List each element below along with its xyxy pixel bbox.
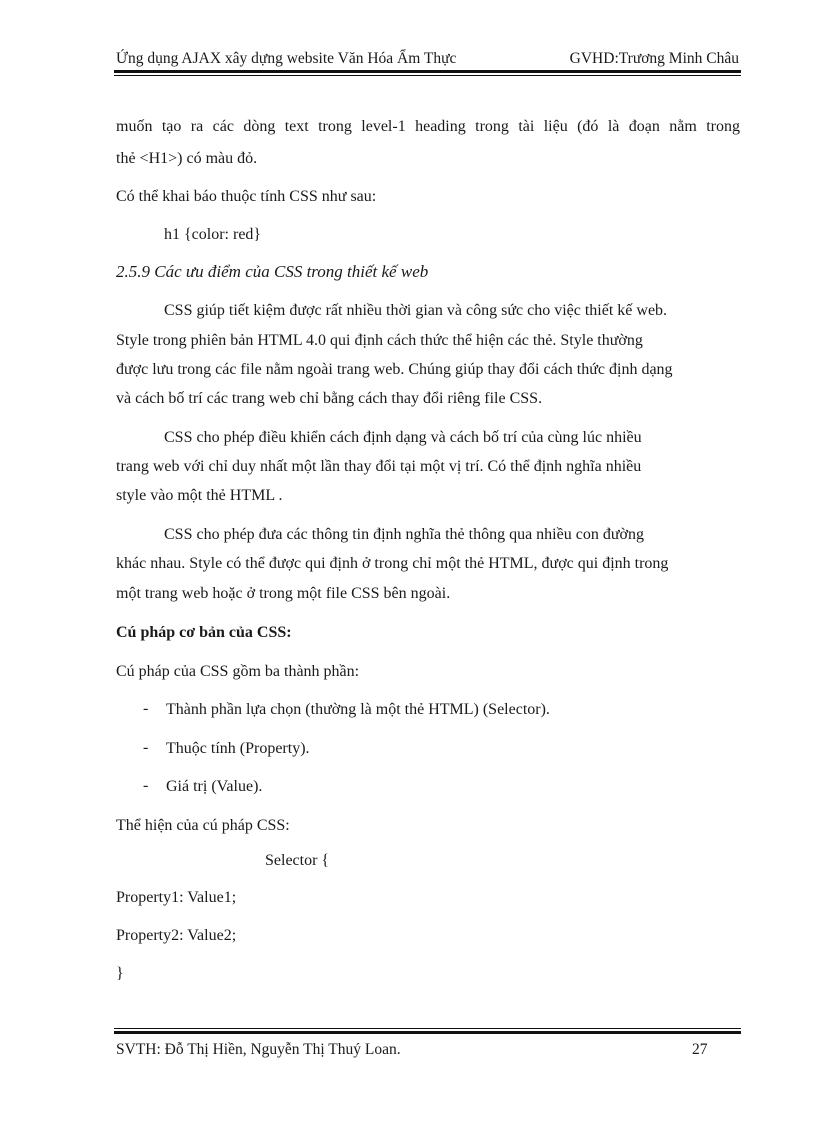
footer-rule-thin	[114, 1028, 741, 1029]
header-title: Ứng dụng AJAX xây dựng website Văn Hóa Ẩm Thực	[116, 50, 457, 67]
list-item: Thành phần lựa chọn (thường là một thẻ HTML) (Selector).	[166, 701, 550, 718]
header-advisor: GVHD:Trương Minh Châu	[569, 50, 739, 67]
paragraph-line: Có thể khai báo thuộc tính CSS như sau:	[116, 188, 377, 205]
paragraph-line: thẻ <H1>) có màu đỏ.	[116, 150, 258, 167]
header-rule-thin	[114, 75, 741, 76]
paragraph-line: khác nhau. Style có thể được qui định ở trong chỉ một thẻ HTML, được qui định trong	[116, 555, 669, 572]
code-line: }	[116, 965, 124, 982]
syntax-heading: Cú pháp cơ bản của CSS:	[116, 624, 292, 641]
page-number: 27	[692, 1041, 708, 1058]
list-item: Thuộc tính (Property).	[166, 740, 310, 757]
paragraph-line: một trang web hoặc ở trong một file CSS bên ngoài.	[116, 585, 451, 602]
paragraph-line: được lưu trong các file nằm ngoài trang web. Chúng giúp thay đổi cách thức định dạng	[116, 361, 673, 378]
code-line: Selector {	[265, 852, 330, 869]
footer-rule-thick	[114, 1031, 741, 1034]
bullet-dash: -	[143, 739, 149, 756]
paragraph-line: CSS cho phép điều khiển cách định dạng và cách bố trí của cùng lúc nhiều	[164, 429, 642, 446]
list-item: Giá trị (Value).	[166, 778, 263, 795]
section-heading: 2.5.9 Các ưu điểm của CSS trong thiết kế web	[116, 262, 429, 281]
paragraph-line: style vào một thẻ HTML .	[116, 487, 283, 504]
paragraph-line: CSS cho phép đưa các thông tin định nghĩa thẻ thông qua nhiều con đường	[164, 526, 644, 543]
code-line: h1 {color: red}	[164, 226, 262, 243]
bullet-dash: -	[143, 777, 149, 794]
paragraph-line: Cú pháp của CSS gồm ba thành phần:	[116, 663, 360, 680]
footer-authors: SVTH: Đỗ Thị Hiền, Nguyễn Thị Thuý Loan.	[116, 1041, 401, 1058]
header-rule-thick	[114, 70, 741, 73]
paragraph-line: Thể hiện của cú pháp CSS:	[116, 817, 290, 834]
paragraph-line: Style trong phiên bản HTML 4.0 qui định cách thức thể hiện các thẻ. Style thường	[116, 332, 643, 349]
code-line: Property1: Value1;	[116, 889, 237, 906]
paragraph-line: trang web với chỉ duy nhất một lần thay đổi tại một vị trí. Có thể định nghĩa nhiều	[116, 458, 642, 475]
paragraph-line: và cách bố trí các trang web chỉ bằng cách thay đổi riêng file CSS.	[116, 390, 543, 407]
code-line: Property2: Value2;	[116, 927, 237, 944]
bullet-dash: -	[143, 700, 149, 717]
paragraph-line: CSS giúp tiết kiệm được rất nhiều thời gian và công sức cho việc thiết kế web.	[164, 302, 668, 319]
paragraph-line: muốn tạo ra các dòng text trong level-1 heading trong tài liệu (đó là đoạn nằm trong	[116, 118, 740, 135]
